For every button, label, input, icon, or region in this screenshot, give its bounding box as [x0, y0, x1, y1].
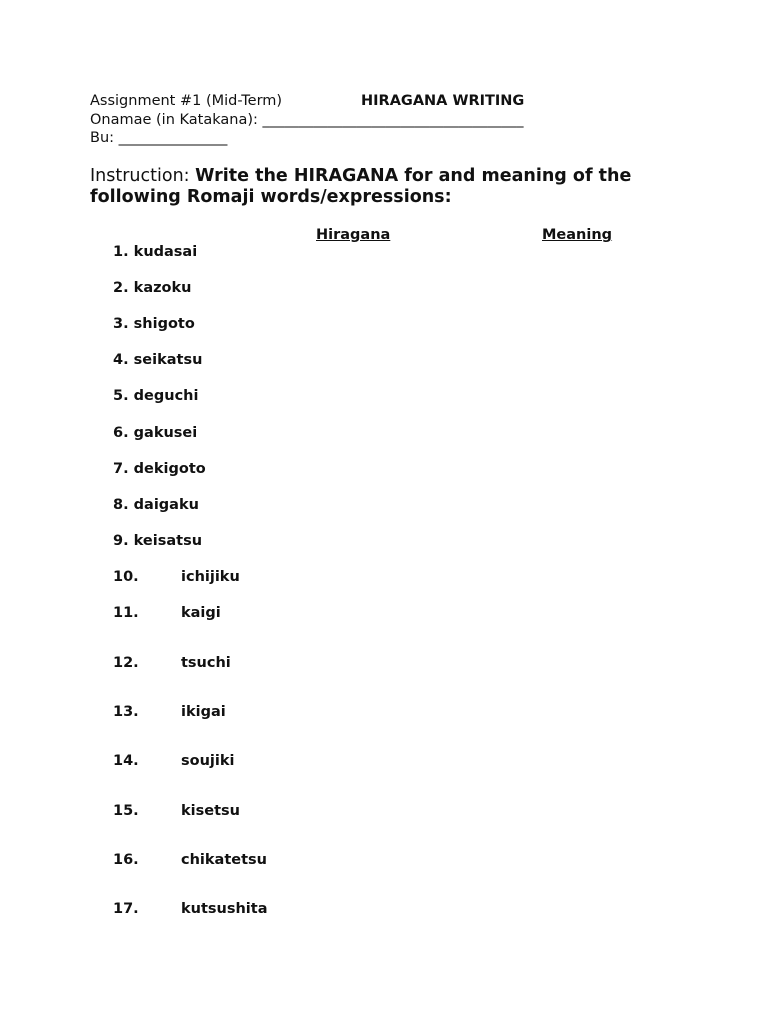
item-word: gakusei — [133, 425, 198, 441]
list-item — [113, 388, 198, 404]
item-number: 10. — [113, 569, 139, 585]
item-number: 7. — [113, 461, 129, 477]
item-number: 4. — [113, 352, 129, 368]
instruction-line-1 — [90, 166, 631, 187]
item-word: kazoku — [133, 280, 192, 296]
list-item — [113, 533, 202, 549]
item-word: ikigai — [181, 704, 226, 720]
item-word: tsuchi — [181, 655, 231, 671]
instruction-line-2: following Romaji words/expressions: — [90, 187, 452, 207]
item-word: deguchi — [133, 388, 199, 404]
item-number: 16. — [113, 852, 139, 868]
item-word: dekigoto — [133, 461, 206, 477]
instruction-prefix: Instruction: — [90, 166, 196, 186]
item-number: 11. — [113, 605, 139, 621]
item-word: kutsushita — [181, 901, 268, 917]
bu-field-label: Bu: _______________ — [90, 130, 228, 146]
item-number: 15. — [113, 803, 139, 819]
item-word: kisetsu — [181, 803, 240, 819]
instruction-text-1: Write the HIRAGANA for and meaning of the — [195, 166, 632, 186]
item-number: 5. — [113, 388, 129, 404]
item-word: kudasai — [133, 244, 198, 260]
item-word: keisatsu — [133, 533, 203, 549]
list-item — [113, 244, 197, 260]
item-word: shigoto — [133, 316, 195, 332]
list-item — [113, 497, 199, 513]
item-number: 13. — [113, 704, 139, 720]
item-word: daigaku — [133, 497, 199, 513]
list-item — [113, 352, 202, 368]
list-item — [113, 316, 195, 332]
item-word: kaigi — [181, 605, 221, 621]
assignment-label: Assignment #1 (Mid-Term) — [90, 93, 283, 109]
item-number: 8. — [113, 497, 129, 513]
item-number: 12. — [113, 655, 139, 671]
item-number: 2. — [113, 280, 129, 296]
column-header-hiragana: Hiragana — [316, 227, 391, 243]
item-number: 6. — [113, 425, 129, 441]
item-word: seikatsu — [133, 352, 203, 368]
item-number: 1. — [113, 244, 129, 260]
item-number: 14. — [113, 753, 139, 769]
list-item — [113, 280, 191, 296]
item-number: 9. — [113, 533, 129, 549]
item-word: soujiki — [181, 753, 235, 769]
item-word: ichijiku — [181, 569, 240, 585]
item-number: 17. — [113, 901, 139, 917]
column-header-meaning: Meaning — [542, 227, 613, 243]
item-number: 3. — [113, 316, 129, 332]
list-item — [113, 461, 206, 477]
list-item — [113, 425, 197, 441]
item-word: chikatetsu — [181, 852, 267, 868]
name-field-label: Onamae (in Katakana): ____________________________________ — [90, 112, 524, 128]
document-title: HIRAGANA WRITING — [361, 93, 525, 109]
